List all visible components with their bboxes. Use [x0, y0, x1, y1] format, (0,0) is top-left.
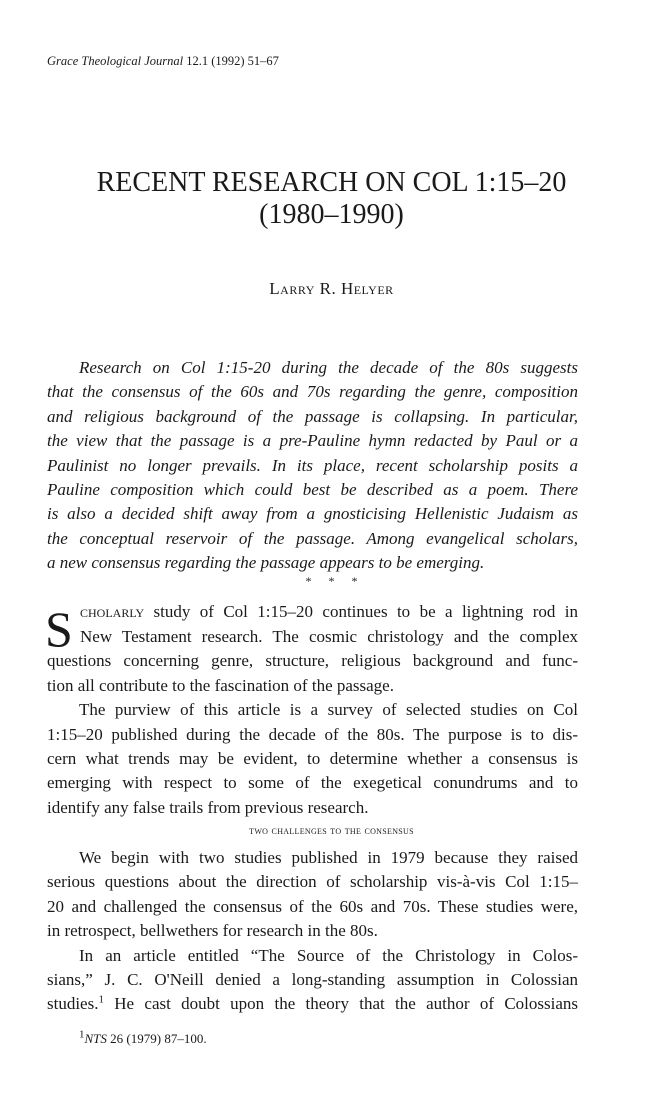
footnote	[79, 1028, 207, 1047]
body-line: 20 and challenged the consensus of the 60s and 70s. These studies were,	[47, 896, 578, 916]
body-line-text: He cast doubt upon the theory that the author of Colossians	[103, 994, 578, 1013]
author-name: Larry R. Helyer	[269, 279, 394, 298]
body-line: sians,” J. C. O'Neill denied a long-standing assumption in Colossian	[47, 970, 578, 989]
abstract-line: Paulinist no longer prevails. In its place, recent scholarship posits a	[47, 455, 578, 475]
section-separator: * * *	[305, 574, 358, 588]
body-line	[47, 994, 578, 1014]
running-head	[47, 54, 279, 69]
small-caps-word: cholarly	[80, 602, 145, 621]
abstract-line: a new consensus regarding the passage appears to be emerging.	[47, 553, 485, 573]
body-line: questions concerning genre, structure, religious background and func-	[47, 651, 578, 671]
body-line: identify any false trails from previous research.	[47, 797, 369, 817]
abstract-line: the conceptual reservoir of the passage. Among evangelical scholars,	[47, 528, 578, 548]
footnote-mark: 1	[79, 1028, 85, 1041]
body-line: The purview of this article is a survey of selected studies on Col	[79, 700, 578, 720]
body-line: emerging with respect to some of the exegetical conundrums and to	[47, 773, 578, 793]
section-heading: two challenges to the consensus	[249, 823, 414, 837]
drop-cap: S	[45, 601, 73, 657]
body-line: We begin with two studies published in 1979 because they raised	[79, 848, 578, 867]
footnote-reference[interactable]: 1	[98, 993, 104, 1006]
body-line: cern what trends may be evident, to determine whether a consensus is	[47, 749, 578, 768]
abstract-line: that the consensus of the 60s and 70s regarding the genre, composition	[47, 382, 578, 402]
body-line-text: studies.	[47, 994, 99, 1013]
journal-name: Grace Theological Journal	[47, 54, 184, 68]
abstract-line: Pauline composition which could best be described as a poem. There	[47, 480, 578, 499]
journal-citation: 12.1 (1992) 51–67	[186, 54, 279, 68]
abstract-line: Research on Col 1:15-20 during the decade of the 80s suggests	[79, 358, 578, 377]
footnote-journal-abbr: NTS	[84, 1031, 107, 1046]
abstract-line: and religious background of the passage is collapsing. In particular,	[47, 406, 578, 426]
abstract-line: the view that the passage is a pre-Pauline hymn redacted by Paul or a	[47, 431, 578, 451]
body-line: serious questions about the direction of scholarship vis-à-vis Col 1:15–	[47, 872, 578, 892]
body-line: in retrospect, bellwethers for research in the 80s.	[47, 921, 378, 941]
article-title-dates: (1980–1990)	[259, 199, 404, 230]
article-title: RECENT RESEARCH ON COL 1:15–20	[96, 167, 567, 198]
abstract-line: is also a decided shift away from a gnosticising Hellenistic Judaism as	[47, 504, 578, 524]
body-line: In an article entitled “The Source of the Christology in Colos-	[79, 945, 578, 965]
body-line: tion all contribute to the fascination of the passage.	[47, 675, 394, 695]
body-line: 1:15–20 published during the decade of the 80s. The purpose is to dis-	[47, 724, 578, 744]
body-line: New Testament research. The cosmic christology and the complex	[80, 627, 578, 646]
body-line	[80, 602, 578, 622]
body-line-text: study of Col 1:15–20 continues to be a lightning rod in	[153, 602, 579, 621]
footnote-text: 26 (1979) 87–100.	[106, 1031, 207, 1046]
